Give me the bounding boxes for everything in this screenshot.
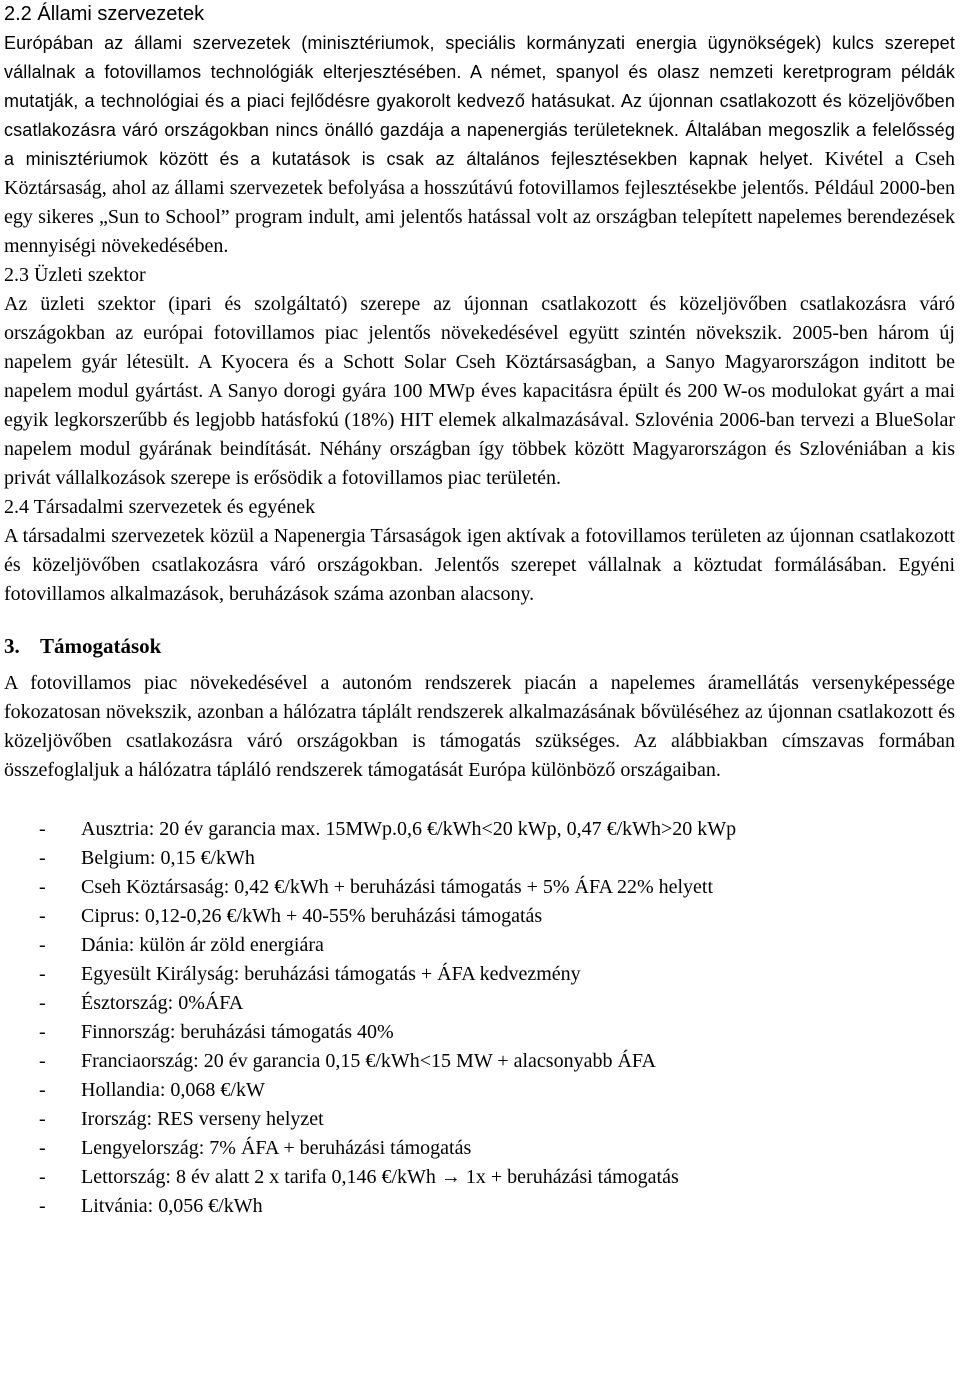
list-item-text: Hollandia: 0,068 €/kW — [81, 1079, 265, 1101]
list-item — [4, 1076, 955, 1105]
spacer — [4, 609, 955, 631]
list-item-text: Észtország: 0%ÁFA — [81, 992, 244, 1014]
paragraph-part-sans-1: Európában az állami szervezetek (minisztériumok, speciális kormányzati energia ügynökségek) kulcs szerepet vállalnak a fotovillamos technológiák elterjesztésében. A német, spanyol és olasz nemzeti keretprogram példák mutatják, a technológiai és a piaci fejlődésre gyakorolt kedvező hatásukat. — [4, 33, 955, 111]
section-number: 3. — [4, 634, 20, 658]
section-heading-2-3: 2.3 Üzleti szektor — [4, 264, 146, 286]
document-page — [4, 0, 955, 1221]
list-item-text: Egyesült Királyság: beruházási támogatás + ÁFA kedvezmény — [81, 963, 581, 985]
spacer — [4, 785, 955, 815]
list-dash: - — [39, 992, 46, 1014]
list-item — [4, 989, 955, 1018]
list-dash: - — [39, 1137, 46, 1159]
list-item — [4, 960, 955, 989]
list-dash: - — [39, 1166, 46, 1188]
list-dash: - — [39, 1050, 46, 1072]
list-item — [4, 844, 955, 873]
list-item — [4, 1018, 955, 1047]
section-paragraph-2-4: A társadalmi szervezetek közül a Napenergia Társaságok igen aktívak a fotovillamos területen az újonnan csatlakozott és közeljövőben csatlakozásra váró országokban. Jelentős szerepet vállalnak a köztudat formálásában. Egyéni fotovillamos alkalmazások, beruházások száma azonban alacsony. — [4, 525, 955, 605]
list-item-text: Lengyelország: 7% ÁFA + beruházási támogatás — [81, 1137, 472, 1159]
list-item — [4, 1105, 955, 1134]
list-dash: - — [39, 1079, 46, 1101]
list-item — [4, 1163, 955, 1192]
list-item — [4, 902, 955, 931]
section-heading-3 — [4, 631, 955, 661]
list-item — [4, 931, 955, 960]
list-item-text: Litvánia: 0,056 €/kWh — [81, 1195, 263, 1217]
list-dash: - — [39, 847, 46, 869]
section-paragraph-2-2 — [4, 29, 955, 261]
list-item-text: Franciaország: 20 év garancia 0,15 €/kWh<15 MW + alacsonyabb ÁFA — [81, 1050, 656, 1072]
list-dash: - — [39, 934, 46, 956]
section-heading-2-4: 2.4 Társadalmi szervezetek és egyének — [4, 496, 316, 518]
list-item — [4, 1047, 955, 1076]
section-heading-2-2: 2.2 Állami szervezetek — [4, 3, 205, 25]
list-item-text: Belgium: 0,15 €/kWh — [81, 847, 255, 869]
list-dash: - — [39, 876, 46, 898]
paragraph-part-serif: Kivétel a Cseh Köztársaság, ahol az állami szervezetek befolyása a hosszútávú fotovillamos fejlesztésekbe jelentős. Például 2000-ben egy sikeres „Sun to School” program indult, ami jelentős hatással volt az országban telepített napelemes berendezések mennyiségi növekedésében. — [4, 148, 955, 257]
list-dash: - — [39, 905, 46, 927]
section-title: Támogatások — [40, 634, 162, 658]
section-paragraph-2-3: Az üzleti szektor (ipari és szolgáltató) szerepe az újonnan csatlakozott és közeljövőben csatlakozásra váró országokban az európai fotovillamos piac jelentős növekedésével együtt szintén növekszik. 2005-ben három új napelem gyár létesült. A Kyocera és a Schott Solar Cseh Köztársaságban, a Sanyo Magyarországon inditott be napelem modul gyártást. A Sanyo dorogi gyára 100 MWp éves kapacitásra épült és 200 W-os modulokat gyárt a mai egyik legkorszerűbb és legjobb hatásfokú (18%) HIT elemek alkalmazásával. Szlovénia 2006-ban tervezi a BlueSolar napelem modul gyárának beindítását. Néhány országban így többek között Magyarországon és Szlovéniában a kis privát vállalkozások szerepe is erősödik a fotovillamos piac területén. — [4, 293, 955, 489]
list-dash: - — [39, 963, 46, 985]
list-dash: - — [39, 1195, 46, 1217]
list-item-text: Irország: RES verseny helyzet — [81, 1108, 324, 1130]
list-dash: - — [39, 1108, 46, 1130]
list-item-text: Ausztria: 20 év garancia max. 15MWp.0,6 €/kWh<20 kWp, 0,47 €/kWh>20 kWp — [81, 818, 737, 840]
list-item-text: Cseh Köztársaság: 0,42 €/kWh + beruházási támogatás + 5% ÁFA 22% helyett — [81, 876, 714, 898]
list-item-text: Dánia: külön ár zöld energiára — [81, 934, 324, 956]
list-dash: - — [39, 818, 46, 840]
list-item-text: Finnország: beruházási támogatás 40% — [81, 1021, 394, 1043]
list-item — [4, 815, 955, 844]
paragraph-part-sans-2: Az újonnan csatlakozott és közeljövőben csatlakozásra váró országokban nincs önálló gazdája a napenergiás területeknek. Általában megoszlik a felelősség a minisztériumok között és a kutatások is csak az általános fejlesztésekben kapnak helyet. — [4, 91, 955, 169]
list-item-text: Ciprus: 0,12-0,26 €/kWh + 40-55% beruházási támogatás — [81, 905, 543, 927]
spacer — [4, 661, 955, 669]
list-item — [4, 1134, 955, 1163]
list-item-text: Lettország: 8 év alatt 2 x tarifa 0,146 €/kWh → 1x + beruházási támogatás — [81, 1166, 679, 1188]
list-item — [4, 873, 955, 902]
list-item — [4, 1192, 955, 1221]
section-paragraph-3: A fotovillamos piac növekedésével a autonóm rendszerek piacán a napelemes áramellátás versenyképessége fokozatosan növekszik, azonban a hálózatra táplált rendszerek alkalmazásának bővüléséhez az újonnan csatlakozott és közeljövőben csatlakozásra váró országokban is támogatás szükséges. Az alábbiakban címszavas formában összefoglaljuk a hálózatra tápláló rendszerek támogatását Európa különböző országaiban. — [4, 672, 955, 781]
list-dash: - — [39, 1021, 46, 1043]
support-list — [4, 815, 955, 1221]
